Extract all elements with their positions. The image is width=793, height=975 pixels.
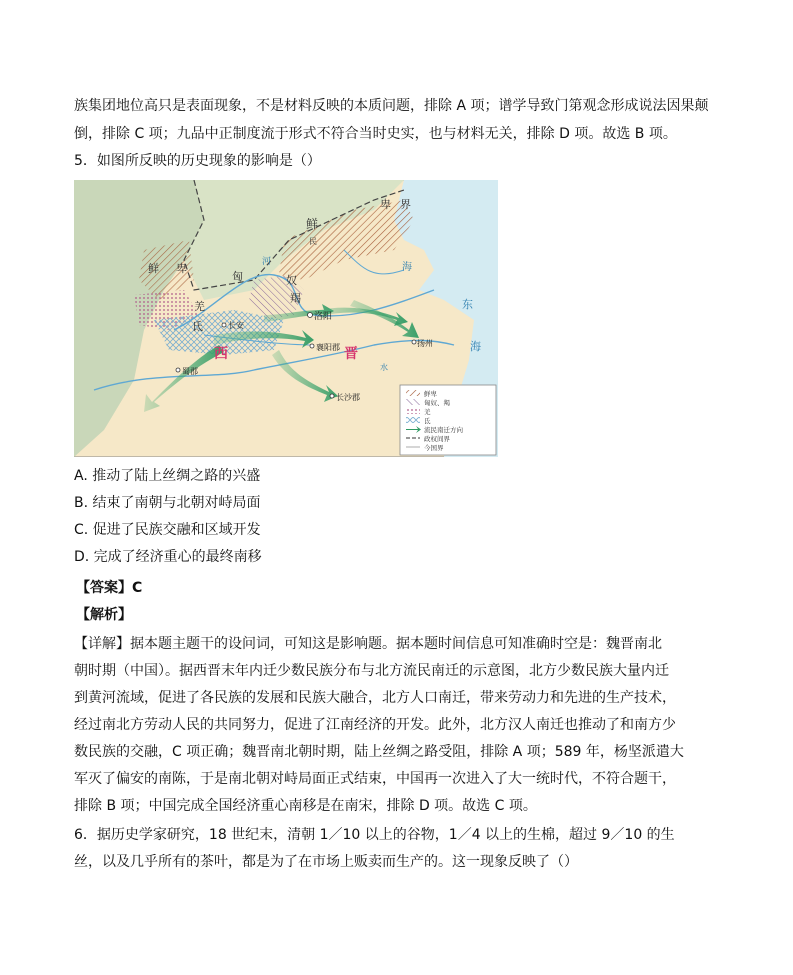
changan-marker: [222, 323, 226, 327]
answer-label: 【答案】C: [76, 580, 143, 596]
option-b: B. 结束了南朝与北朝对峙局面: [74, 495, 261, 511]
luoyang-marker: [308, 313, 313, 318]
question-6-line-1: 6．据历史学家研究，18 世纪末，清朝 1／10 以上的谷物，1／4 以上的生棉，超过 9／10 的生: [74, 827, 675, 843]
yangzhou-marker: [412, 340, 416, 344]
label-xiongnu-1: 匈: [232, 270, 243, 283]
legend-modern-border: 今国界: [424, 444, 444, 452]
legend-migration: 流民南迁方向: [424, 426, 463, 434]
label-xianbei-l2: 卑: [176, 262, 187, 275]
detail-line-3: 到黄河流域，促进了各民族的发展和民族大融合，北方人口南迁，带来劳动力和先进的生产技术，: [74, 690, 676, 706]
label-jie-ne: 界: [400, 198, 411, 211]
detail-line-2: 朝时期（中国）。据西晋末年内迁少数民族分布与北方流民南迁的示意图，北方少数民族大量内迁: [74, 663, 669, 679]
label-qiang: 羌: [194, 300, 205, 313]
label-dong: 东: [462, 298, 473, 311]
question-6-line-2: 丝，以及几乎所有的茶叶，都是为了在市场上贩卖而生产的。这一现象反映了（）: [74, 854, 578, 870]
analysis-label: 【解析】: [76, 607, 132, 623]
label-bei: 卑: [380, 198, 391, 211]
label-xiangyang: 襄阳郡: [316, 343, 340, 352]
label-di: 氐: [192, 320, 203, 333]
label-min: 民: [309, 237, 317, 246]
legend-xianbei: 鲜卑: [424, 390, 437, 398]
detail-line-6: 军灭了偏安的南陈，于是南北朝对峙局面正式结束，中国再一次进入了大一统时代，不符合题干，: [74, 771, 676, 787]
legend-xiongnu-jie: 匈奴、羯: [424, 399, 450, 407]
label-jie: 羯: [290, 292, 301, 305]
label-shu: 蜀郡: [182, 367, 198, 376]
western-jin-migration-map: [74, 180, 498, 457]
label-he: 河: [262, 257, 272, 267]
label-xi: 西: [214, 346, 228, 362]
legend-qiang: 羌: [424, 408, 431, 416]
label-changsha: 长沙郡: [336, 393, 360, 402]
option-c: C. 促进了民族交融和区域开发: [74, 522, 261, 538]
detail-line-7: 排除 B 项；中国完成全国经济重心南移是在南宋，排除 D 项。故选 C 项。: [74, 798, 537, 814]
label-jin: 晋: [344, 346, 358, 362]
map-legend: [400, 385, 496, 455]
label-xiongnu-2: 奴: [286, 274, 297, 287]
shu-marker: [176, 368, 180, 372]
label-shui: 水: [380, 363, 388, 372]
legend-regime-boundary: 政权间界: [424, 435, 450, 443]
label-hai-1: 海: [402, 262, 412, 273]
intro-line-2: 倒，排除 C 项；九品中正制度流于形式不符合当时史实，也与材料无关，排除 D 项。故选 B 项。: [74, 126, 677, 142]
label-xianbei-n: 鲜: [306, 217, 319, 231]
detail-line-4: 经过南北方劳动人民的共同努力，促进了江南经济的开发。此外，北方汉人南迁也推动了和南方少: [74, 717, 676, 733]
label-luoyang: 洛阳: [314, 312, 333, 322]
label-hai-2: 海: [470, 340, 481, 353]
detail-line-1: 【详解】据本题主题干的设问词，可知这是影响题。据本题时间信息可知准确时空是：魏晋南北: [74, 636, 662, 652]
label-xianbei-l1: 鲜: [148, 262, 159, 275]
question-5-stem: 5．如图所反映的历史现象的影响是（）: [74, 153, 321, 169]
changsha-marker: [330, 394, 334, 398]
option-d: D. 完成了经济重心的最终南移: [74, 549, 262, 565]
detail-line-5: 数民族的交融，C 项正确；魏晋南北朝时期，陆上丝绸之路受阻，排除 A 项；589 年，杨坚派遣大: [74, 744, 684, 760]
option-a: A. 推动了陆上丝绸之路的兴盛: [74, 468, 261, 484]
xiangyang-marker: [310, 344, 314, 348]
legend-di: 氐: [424, 417, 431, 425]
intro-line-1: 族集团地位高只是表面现象，不是材料反映的本质问题，排除 A 项；谱学导致门第观念形成说法因果颠: [74, 98, 709, 114]
label-changan: 长安: [228, 321, 244, 330]
label-yangzhou: 扬州: [417, 339, 433, 348]
